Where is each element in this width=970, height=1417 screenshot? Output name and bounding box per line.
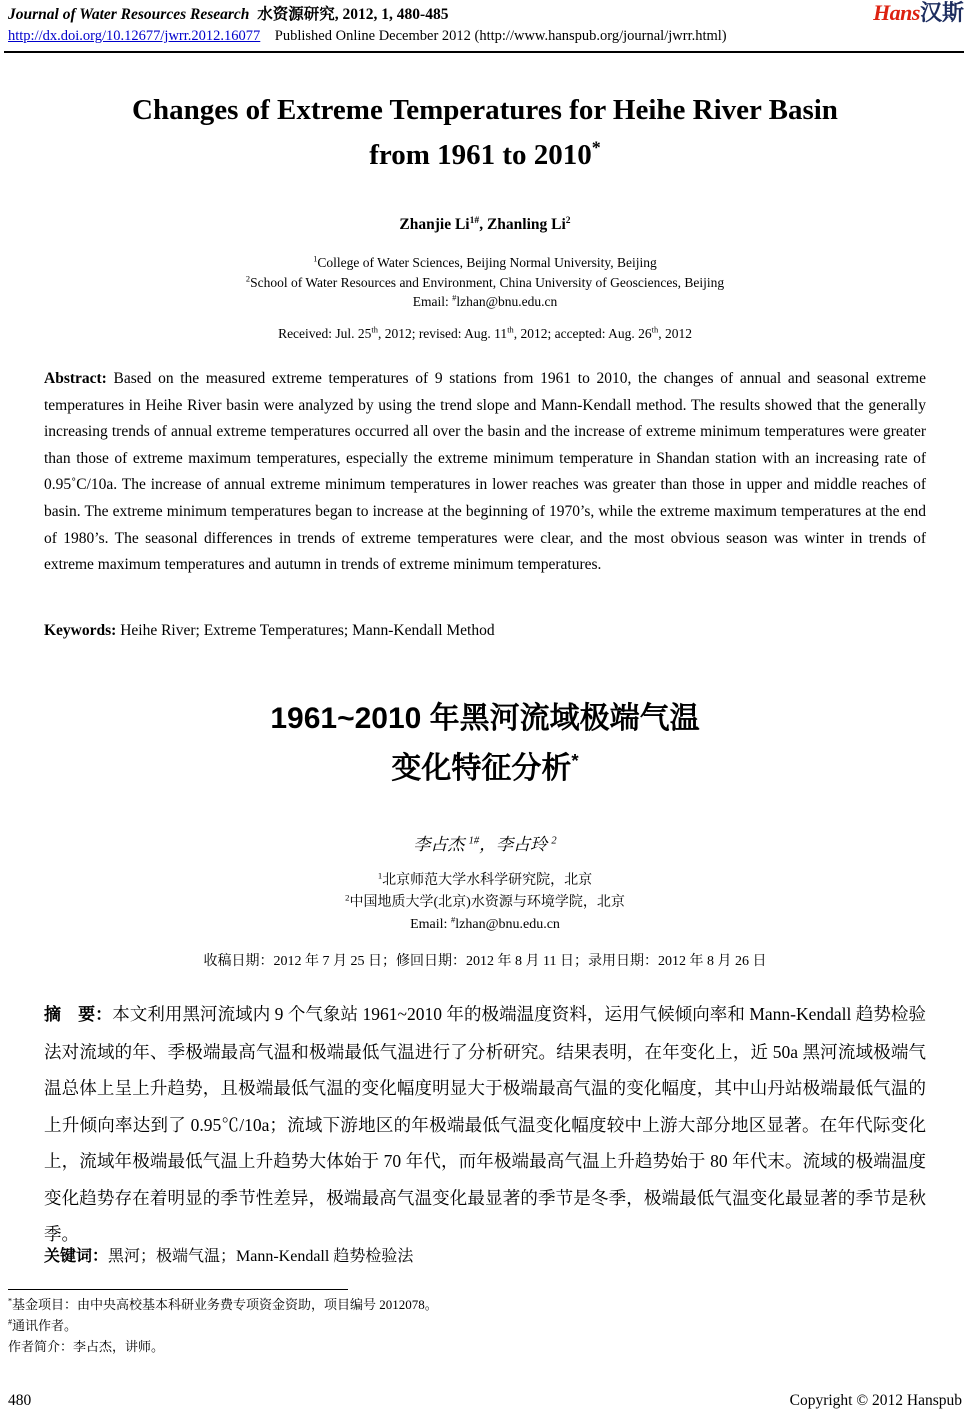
- keywords-body-cn: 黑河；极端气温；Mann-Kendall 趋势检验法: [108, 1248, 414, 1265]
- affiliations-cn: [0, 870, 970, 936]
- affiliation-1: $^1$College of Water Sciences, Beijing Normal University, Beijing: [313, 254, 657, 270]
- cn-author-1: 李占杰: [413, 835, 469, 854]
- received-dates-en: Received: Jul. 25th, 2012; revised: Aug. 11th, 2012; accepted: Aug. 26th, 2012: [278, 325, 692, 341]
- abstract-body-cn: 本文利用黑河流域内 9 个气象站 1961~2010 年的极端温度资料，运用气候倾向率和 Mann-Kendall 趋势检验法对流域的年、季极端最高气温和极端最低气温进行了分析研究。结果表明，在年变化上，近 50a 黑河流域极端气温总体上呈上升趋势，且极端最低气温的变化幅度明显大于极端最高气温的变化幅度，其中山丹站极端最低气温的上升倾向率达到了 0.95℃/10a；流域下游地区的年极端最低气温变化幅度较中上游大部分地区显著。在年代际变化上，流域年极端最低气温上升趋势大体始于 70 年代，而年极端最高气温上升趋势始于 80 年代末。流域的极端温度变化趋势存在着明显的季节性差异，极端最高气温变化最显著的季节是冬季，极端最低气温变化最显著的季节是秋季。: [44, 1004, 926, 1244]
- title-line-1: Changes of Extreme Temperatures for Heihe River Basin: [132, 94, 838, 126]
- paper-title-cn: [0, 694, 970, 794]
- journal-header: [8, 2, 964, 24]
- hans-logo-cn-text: 汉斯: [919, 0, 964, 25]
- doi-line: [8, 28, 727, 45]
- cn-title-line-1: 1961~2010 年黑河流域极端气温: [270, 702, 700, 735]
- author-1-sup: 1#: [469, 214, 480, 226]
- title-line-2: from 1961 to 2010*: [369, 137, 601, 171]
- page-number: 480: [8, 1392, 32, 1409]
- cn-author-separator: ，: [479, 835, 497, 854]
- author-2: Zhanling Li: [486, 216, 566, 233]
- keywords-body-en: Heihe River; Extreme Temperatures; Mann-Kendall Method: [116, 622, 495, 639]
- journal-issue-info: 水资源研究, 2012, 1, 480-485: [257, 6, 449, 23]
- keywords-label-cn: 关键词：: [44, 1248, 109, 1265]
- author-2-sup: 2: [565, 214, 571, 226]
- cn-affiliation-2: $^2$中国地质大学(北京)水资源与环境学院，北京: [345, 892, 625, 910]
- cn-author-2-sup: 2: [551, 835, 557, 847]
- authors-en: [0, 216, 970, 234]
- journal-title-line: [8, 2, 448, 24]
- title-footnote-marker: *: [591, 137, 601, 158]
- cn-title-footnote-marker: *: [571, 750, 579, 771]
- keywords-cn: [44, 1243, 926, 1266]
- affiliations-en: [0, 253, 970, 312]
- email-line-en: Email: #lzhan@bnu.edu.cn: [412, 293, 558, 309]
- footnote-author-bio: 作者简介：李占杰，讲师。: [8, 1339, 165, 1354]
- author-separator: ,: [479, 216, 487, 233]
- hanspub-logo: [873, 2, 964, 24]
- email-line-cn: Email: #lzhan@bnu.edu.cn: [410, 914, 560, 932]
- published-note: Published Online December 2012 (http://www.hanspub.org/journal/jwrr.html): [274, 28, 727, 44]
- footnotes: [8, 1294, 708, 1357]
- footnote-corresponding-author: #通讯作者。: [8, 1317, 78, 1333]
- doi-link[interactable]: http://dx.doi.org/10.12677/jwrr.2012.16077: [8, 28, 261, 44]
- abstract-label-cn: 摘 要：: [44, 1005, 113, 1024]
- abstract-en: [44, 366, 926, 579]
- author-1: Zhanjie Li: [399, 216, 470, 233]
- cn-author-2: 李占玲: [496, 835, 552, 854]
- paper-title-en: [0, 88, 970, 178]
- authors-cn: [0, 830, 970, 855]
- email-address: lzhan@bnu.edu.cn: [456, 294, 558, 309]
- header-divider: [4, 51, 964, 53]
- hans-logo-text: Hans: [873, 0, 920, 25]
- keywords-en: [44, 622, 926, 640]
- abstract-body-en: Based on the measured extreme temperatures of 9 stations from 1961 to 2010, the changes of annual and seasonal extreme temperatures in Heihe River basin were analyzed by using the trend slope and Mann-Kendall method. The results showed that the generally increasing trends of annual extreme temperatures occurred all over the basin and the increase of extreme minimum temperatures were greater than those of extreme maximum temperatures, especially the extreme minimum temperature in Shandan station with an increasing rate of 0.95˚C/10a. The increase of annual extreme minimum temperatures in lower reaches was greater than those in upper and middle reaches of basin. The extreme minimum temperatures began to increase at the beginning of 1970’s, while the extreme maximum temperatures at the end of 1980’s. The seasonal differences in trends of extreme temperatures were clear, and the most obvious season was winter in trends of extreme maximum temperatures and autumn in trends of extreme minimum temperatures.: [44, 370, 926, 574]
- cn-email-address: lzhan@bnu.edu.cn: [455, 917, 560, 932]
- abstract-cn: [44, 996, 926, 1253]
- footnote-divider: [8, 1289, 348, 1290]
- copyright-notice: Copyright © 2012 Hanspub: [789, 1392, 962, 1409]
- journal-name: Journal of Water Resources Research: [8, 6, 250, 23]
- received-dates-cn: 收稿日期：2012 年 7 月 25 日；修回日期：2012 年 8 月 11 日；录用日期：2012 年 8 月 26 日: [203, 954, 767, 969]
- cn-title-line-2: 变化特征分析*: [391, 750, 579, 785]
- keywords-label-en: Keywords:: [44, 622, 117, 639]
- affiliation-2: $^2$School of Water Resources and Environment, China University of Geosciences, Beijing: [245, 274, 725, 290]
- abstract-label-en: Abstract:: [44, 370, 107, 387]
- footnote-funding: *基金项目：由中央高校基本科研业务费专项资金资助，项目编号 2012078。: [8, 1296, 438, 1312]
- cn-affiliation-1: $^1$北京师范大学水科学研究院，北京: [377, 870, 593, 888]
- cn-author-1-sup: 1#: [468, 835, 480, 847]
